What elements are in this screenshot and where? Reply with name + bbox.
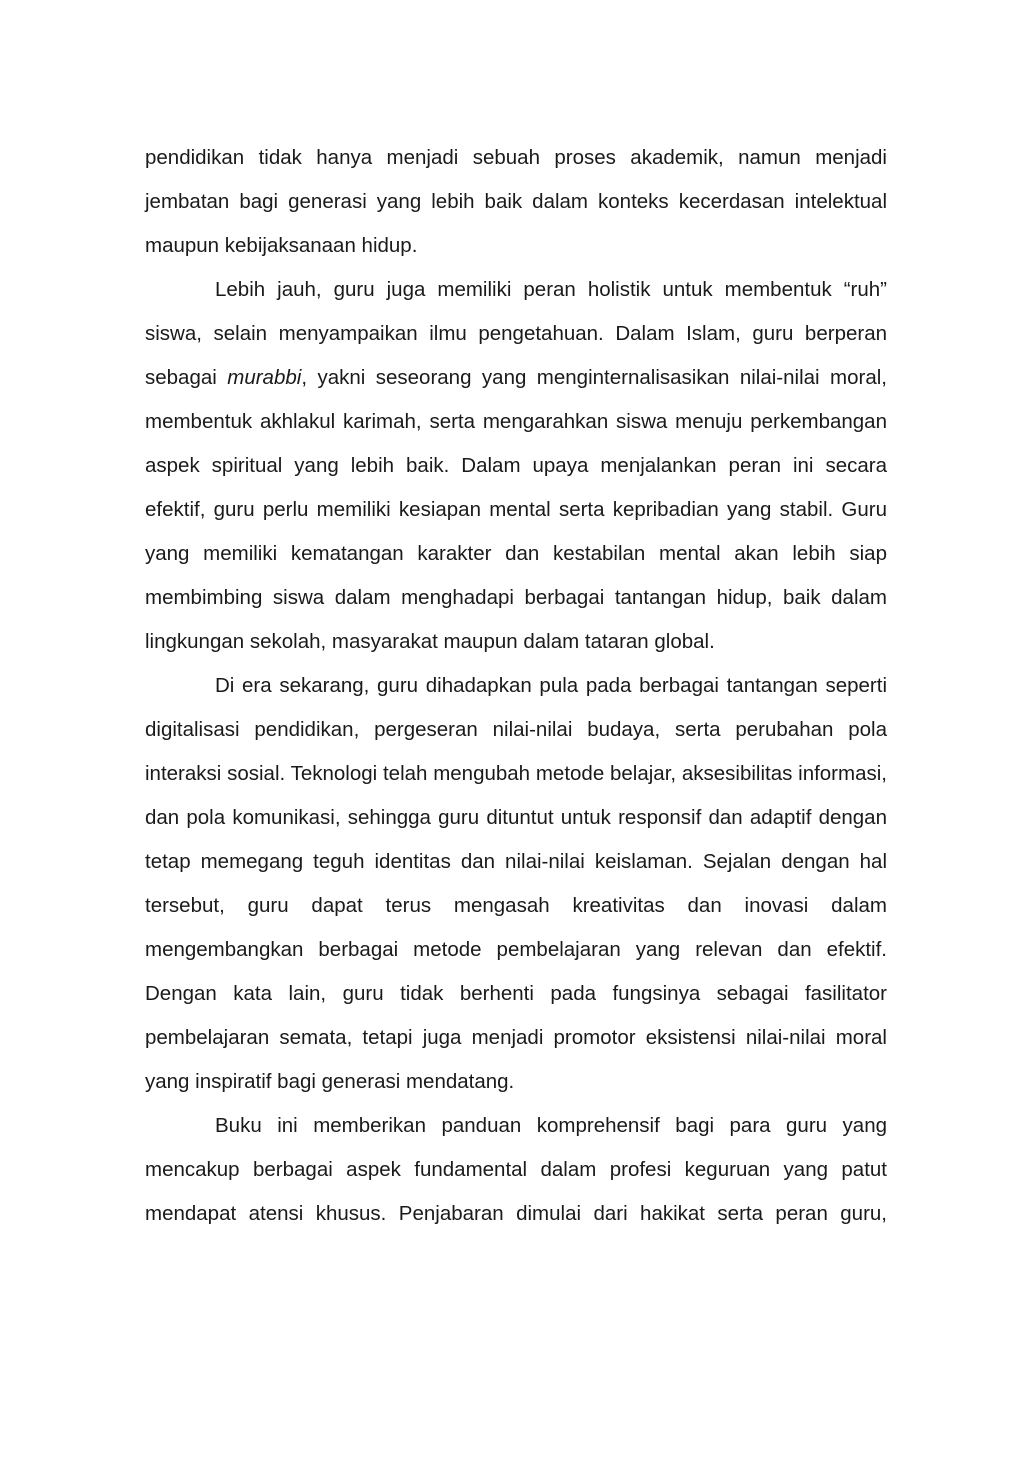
paragraph-book-overview: Buku ini memberikan panduan komprehensif bagi para guru yang mencakup berbagai aspek fundamental dalam profesi keguruan yang patut mendapat atensi khusus. Penjabaran dimulai dari hakikat serta peran guru, bbox=[145, 1114, 887, 1225]
paragraph-text: Lebih jauh, guru juga memiliki peran holistik untuk membentuk “ruh” siswa, selain menyampaikan ilmu pengetahuan. Dalam Islam, guru berperan sebagai bbox=[145, 278, 887, 389]
document-page bbox=[145, 136, 887, 1236]
paragraph-challenges: Di era sekarang, guru dihadapkan pula pada berbagai tantangan seperti digitalisasi pendidikan, pergeseran nilai-nilai budaya, serta perubahan pola interaksi sosial. Teknologi telah mengubah metode belajar, aksesibilitas informasi, dan pola komunikasi, sehingga guru dituntut untuk responsif dan adaptif dengan tetap memegang teguh identitas dan nilai-nilai keislaman. Sejalan dengan hal tersebut, guru dapat terus mengasah kreativitas dan inovasi dalam mengembangkan berbagai metode pembelajaran yang relevan dan efektif. Dengan kata lain, guru tidak berhenti pada fungsinya sebagai fasilitator pembelajaran semata, tetapi juga menjadi promotor eksistensi nilai-nilai moral yang inspiratif bagi generasi mendatang. bbox=[145, 674, 887, 1093]
paragraph-text: , yakni seseorang yang menginternalisasikan nilai-nilai moral, membentuk akhlakul karimah, serta mengarahkan siswa menuju perkembangan aspek spiritual yang lebih baik. Dalam upaya menjalankan peran ini secara efektif, guru perlu memiliki kesiapan mental serta kepribadian yang stabil. Guru yang memiliki kematangan karakter dan kestabilan mental akan lebih siap membimbing siswa dalam menghadapi berbagai tantangan hidup, baik dalam lingkungan sekolah, masyarakat maupun dalam tataran global. bbox=[145, 366, 887, 653]
paragraph-role-of-teacher bbox=[145, 268, 887, 664]
paragraph-continuation: pendidikan tidak hanya menjadi sebuah proses akademik, namun menjadi jembatan bagi generasi yang lebih baik dalam konteks kecerdasan intelektual maupun kebijaksanaan hidup. bbox=[145, 146, 887, 257]
italic-term: murabbi bbox=[227, 366, 302, 389]
